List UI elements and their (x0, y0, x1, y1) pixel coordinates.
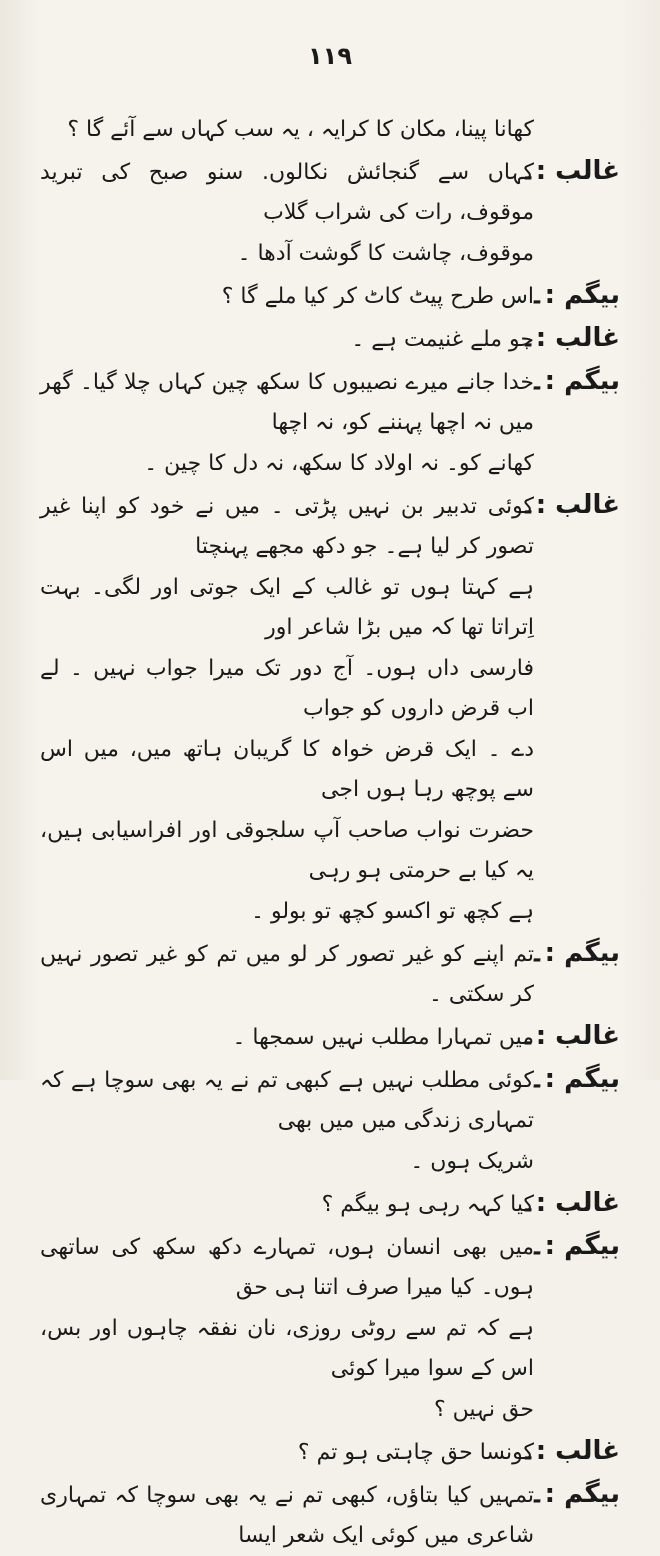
dialogue-line (40, 318, 620, 360)
speaker-label: غالب :۔ (520, 490, 620, 520)
line-text: کوئی تدبیر بن نہیں پڑتی ۔ میں نے خود کو اپنا غیر تصور کر لیا ہے۔ جو دکھ مجھے پہنچتا (40, 494, 534, 559)
speaker-label: غالب :۔ (520, 1021, 620, 1051)
dialogue-line (40, 110, 620, 150)
line-text: جو ملے غنیمت ہے ۔ (351, 327, 534, 352)
line-text: میں تمہارا مطلب نہیں سمجھا ۔ (232, 1025, 534, 1050)
dialogue-line (40, 649, 620, 729)
dialogue-line (40, 1474, 620, 1556)
line-text: اس طرح پیٹ کاٹ کر کیا ملے گا ؟ (221, 284, 534, 309)
line-text: ہے کہتا ہوں تو غالب کے ایک جوتی اور لگی۔ بہت اِتراتا تھا کہ میں بڑا شاعر اور (40, 575, 534, 640)
line-text: موقوف، چاشت کا گوشت آدھا ۔ (237, 241, 534, 266)
line-text: ہے کچھ تو اکسو کچھ تو بولو ۔ (251, 899, 534, 924)
dialogue-line (40, 1059, 620, 1141)
dialogue-line (40, 1142, 620, 1182)
dialogue-line (40, 933, 620, 1015)
dialogue-text (40, 110, 620, 1556)
dialogue-line (40, 361, 620, 443)
line-text: تم اپنے کو غیر تصور کر لو میں تم کو غیر تصور نہیں کر سکتی ۔ (40, 942, 534, 1007)
dialogue-line (40, 275, 620, 317)
dialogue-line (40, 485, 620, 567)
line-text: شریک ہوں ۔ (410, 1149, 534, 1174)
dialogue-line (40, 1016, 620, 1058)
dialogue-line (40, 1183, 620, 1225)
speaker-label: بیگم :۔ (529, 1064, 620, 1094)
page-number: ۱۱۹ (308, 42, 352, 70)
speaker-label: بیگم :۔ (529, 1231, 620, 1261)
dialogue-line (40, 811, 620, 891)
line-text: حق نہیں ؟ (433, 1397, 534, 1422)
line-text: کیا کہہ رہی ہو بیگم ؟ (321, 1192, 534, 1217)
speaker-label: غالب :۔ (520, 1436, 620, 1466)
line-text: کونسا حق چاہتی ہو تم ؟ (297, 1440, 534, 1465)
dialogue-line (40, 444, 620, 484)
line-text: کھانے کو۔ نہ اولاد کا سکھ، نہ دل کا چین ۔ (144, 451, 534, 476)
speaker-label: غالب :۔ (520, 156, 620, 186)
line-text: کوئی مطلب نہیں ہے کبھی تم نے یہ بھی سوچا ہے کہ تمہاری زندگی میں میں بھی (40, 1068, 534, 1133)
dialogue-line (40, 730, 620, 810)
line-text: تمہیں کیا بتاؤں، کبھی تم نے یہ بھی سوچا کہ تمہاری شاعری میں کوئی ایک شعر ایسا (40, 1483, 534, 1548)
dialogue-line (40, 234, 620, 274)
speaker-label: بیگم :۔ (529, 1479, 620, 1509)
dialogue-line (40, 1226, 620, 1308)
line-text: خدا جانے میرے نصیبوں کا سکھ چین کہاں چلا گیا۔ گھر میں نہ اچھا پہننے کو، نہ اچھا (40, 370, 534, 435)
line-text: کھانا پینا، مکان کا کرایہ ، یہ سب کہاں سے آئے گا ؟ (67, 117, 534, 142)
speaker-label: غالب :۔ (520, 323, 620, 353)
speaker-label: بیگم :۔ (529, 938, 620, 968)
line-text: ہے کہ تم سے روٹی روزی، نان نفقہ چاہوں اور بس، اس کے سوا میرا کوئی (40, 1316, 534, 1381)
line-text: کہاں سے گنجائش نکالوں. سنو صبح کی تبرید موقوف، رات کی شراب گلاب (40, 160, 534, 225)
line-text: دے ۔ ایک قرض خواہ کا گریبان ہاتھ میں، میں اس سے پوچھ رہا ہوں اجی (40, 737, 534, 802)
dialogue-line (40, 151, 620, 233)
speaker-label: بیگم :۔ (529, 280, 620, 310)
speaker-label: غالب :۔ (520, 1188, 620, 1218)
speaker-label: بیگم :۔ (529, 366, 620, 396)
dialogue-line (40, 1431, 620, 1473)
line-text: میں بھی انسان ہوں، تمہارے دکھ سکھ کی ساتھی ہوں۔ کیا میرا صرف اتنا ہی حق (40, 1235, 534, 1300)
line-text: فارسی داں ہوں۔ آج دور تک میرا جواب نہیں ۔ لے اب قرض داروں کو جواب (40, 656, 534, 721)
dialogue-line (40, 892, 620, 932)
dialogue-line (40, 1390, 620, 1430)
line-text: حضرت نواب صاحب آپ سلجوقی اور افراسیابی ہیں، یہ کیا بے حرمتی ہو رہی (40, 818, 534, 883)
dialogue-line (40, 1309, 620, 1389)
dialogue-line (40, 568, 620, 648)
